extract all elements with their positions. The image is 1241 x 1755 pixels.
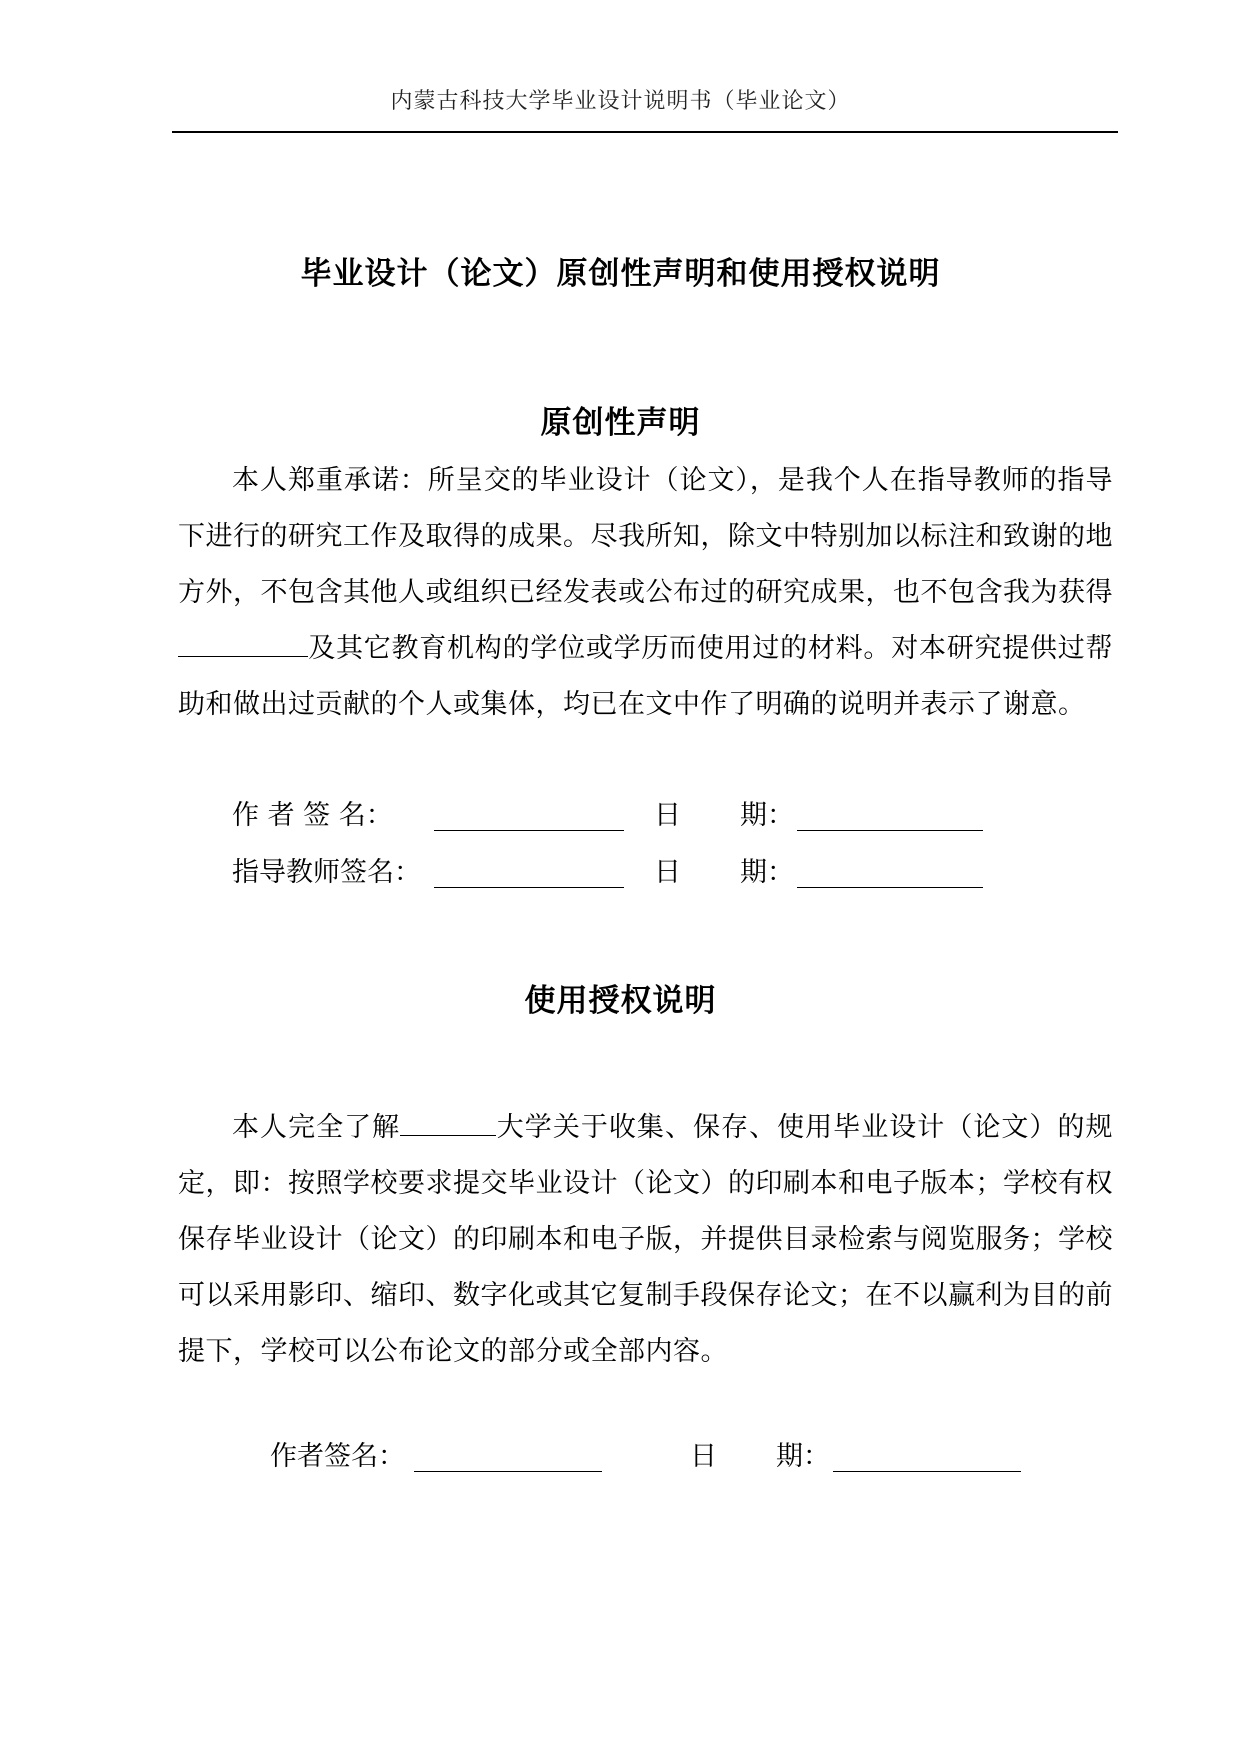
advisor-signature-label: 指导教师签名：: [232, 857, 421, 888]
originality-text-part1: 本人郑重承诺：所呈交的毕业设计（论文），是我个人在指导教师的指导下进行的研究工作及取得的成果。尽我所知，除文中特别加以标注和致谢的地方外，不包含其他人或组织已经发表或公布过的研究成果，也不包含我为获得: [178, 465, 1113, 608]
authorization-signature-label: 作者签名：: [270, 1441, 405, 1472]
authorization-title: 使用授权说明: [524, 983, 717, 1019]
originality-paragraph: [178, 453, 1113, 733]
advisor-date-line: [797, 887, 983, 888]
institution-blank: [178, 626, 308, 657]
authorization-text-part2: 大学关于收集、保存、使用毕业设计（论文）的规定，即：按照学校要求提交毕业设计（论文）的印刷本和电子版本；学校有权保存毕业设计（论文）的印刷本和电子版，并提供目录检索与阅览服务；学校可以采用影印、缩印、数字化或其它复制手段保存论文；在不以赢利为目的前提下，学校可以公布论文的部分或全部内容。: [178, 1112, 1114, 1367]
advisor-signature-line: [434, 887, 624, 888]
authorization-signature-line: [414, 1471, 602, 1472]
university-blank: [400, 1105, 496, 1136]
authorization-date-label: 日: [690, 1441, 717, 1472]
authorization-paragraph: [178, 1100, 1113, 1380]
author-date-label: 日: [654, 800, 681, 831]
originality-text-part2: 及其它教育机构的学位或学历而使用过的材料。对本研究提供过帮助和做出过贡献的个人或集体，均已在文中作了明确的说明并表示了谢意。: [178, 633, 1113, 720]
document-title: 毕业设计（论文）原创性声明和使用授权说明: [300, 256, 941, 292]
author-signature-label: 作 者 签 名：: [232, 800, 393, 831]
author-signature-line: [434, 830, 624, 831]
author-date-line: [797, 830, 983, 831]
authorization-date-label-suffix: 期：: [776, 1441, 830, 1472]
author-signature-row: [232, 796, 1032, 836]
authorization-signature-row: [270, 1437, 1070, 1477]
advisor-signature-row: [232, 853, 1032, 893]
header-rule: [172, 131, 1118, 133]
advisor-date-label-suffix: 期：: [740, 857, 794, 888]
author-date-label-suffix: 期：: [740, 800, 794, 831]
running-header: 内蒙古科技大学毕业设计说明书（毕业论文）: [390, 89, 851, 114]
originality-title: 原创性声明: [540, 405, 701, 441]
advisor-date-label: 日: [654, 857, 681, 888]
authorization-text-part1: 本人完全了解: [232, 1112, 401, 1143]
authorization-date-line: [833, 1471, 1021, 1472]
